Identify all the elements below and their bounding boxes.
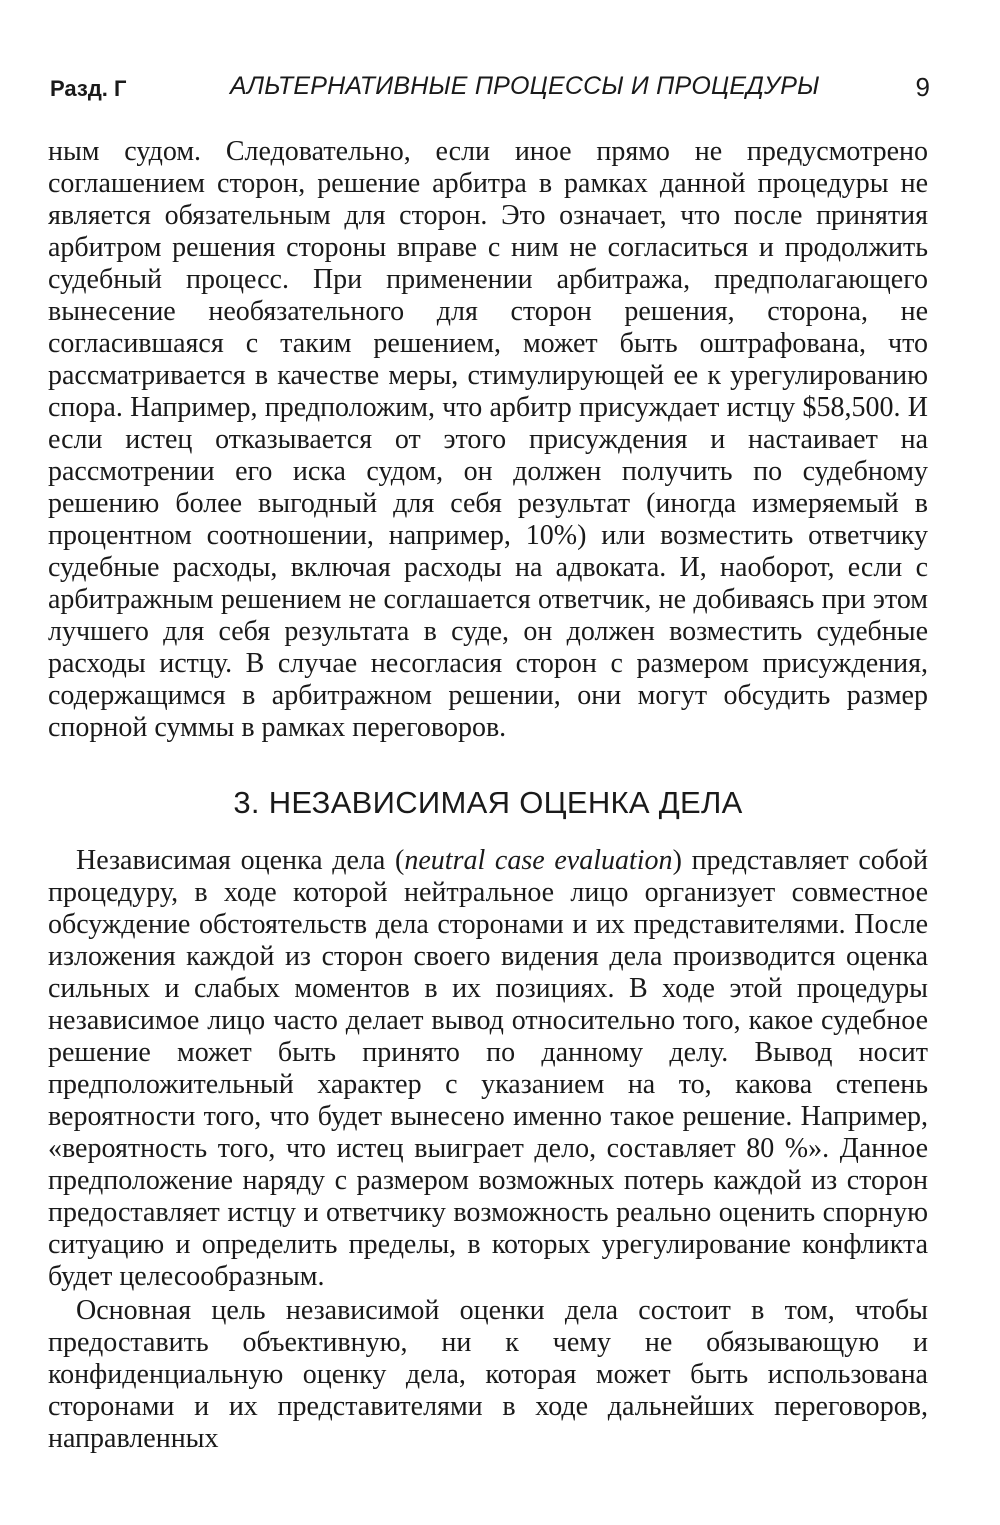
running-head: [50, 72, 930, 108]
running-head-title: АЛЬТЕРНАТИВНЫЕ ПРОЦЕССЫ И ПРОЦЕДУРЫ: [230, 72, 820, 100]
paragraph-purpose-text: Основная цель независимой оценки дела состоит в том, чтобы предоставить объективную, ни к чему не обязывающую и конфиденциальную оценку дела, которая может быть использована сторонами и их представителями в ходе дальнейших переговоров, направленных: [48, 1295, 928, 1454]
page-number: 9: [915, 72, 930, 102]
paragraph-definition-rest: ) представляет собой процедуру, в ходе которой нейтральное лицо организует совместное обсуждение обстоятельств дела сторонами и их представителями. После изложения каждой из сторон своего видения дела производится оценка сильных и слабых моментов в их позициях. В ходе этой процедуры независимое лицо часто делает вывод относительно того, какое судебное решение может быть принято по данному делу. Вывод носит предположительный характер с указанием на то, какова степень вероятности того, что будет вынесено именно такое решение. Например, «вероятность того, что истец выиграет дело, составляет 80 %». Данное предположение наряду с размером возможных потерь каждой из сторон предоставляет истцу и ответчику возможность реально оценить спорную ситуацию и определить пределы, в которых урегулирование конфликта будет целесообразным.: [48, 845, 928, 1292]
english-term: neutral case evaluation: [404, 845, 673, 876]
section-heading: 3. НЕЗАВИСИМАЯ ОЦЕНКА ДЕЛА: [233, 785, 743, 820]
paragraph-continued: ным судом. Следовательно, если иное прямо не предусмотрено соглашением сторон, решение арбитра в рамках данной процедуры не является обязательным для сторон. Это означает, что после принятия арбитром решения стороны вправе с ним не согласиться и продолжить судебный процесс. При применении арбитража, предполагающего вынесение необязательного для сторон решения, сторона, не согласившаяся с таким решением, может быть оштрафована, что рассматривается в качестве меры, стимулирующей ее к урегулированию спора. Например, предположим, что арбитр присуждает истцу $58,500. И если истец отказывается от этого присуждения и настаивает на рассмотрении его иска судом, он должен получить по судебному решению более выгодный для себя результат (иногда измеряемый в процентном соотношении, например, 10%) или возместить ответчику судебные расходы, включая расходы на адвоката. И, наоборот, если с арбитражным решением не соглашается ответчик, не добиваясь при этом лучшего для себя результата в суде, он должен возместить судебные расходы истцу. В случае несогласия сторон с размером присуждения, содержащимся в арбитражном решении, они могут обсудить размер спорной суммы в рамках переговоров.: [48, 136, 928, 743]
running-head-section: Разд. Г: [50, 76, 127, 101]
paragraph-definition-start: Независимая оценка дела (: [76, 845, 405, 876]
paragraph-purpose: [48, 1295, 928, 1455]
paragraph-definition: [48, 845, 928, 1293]
